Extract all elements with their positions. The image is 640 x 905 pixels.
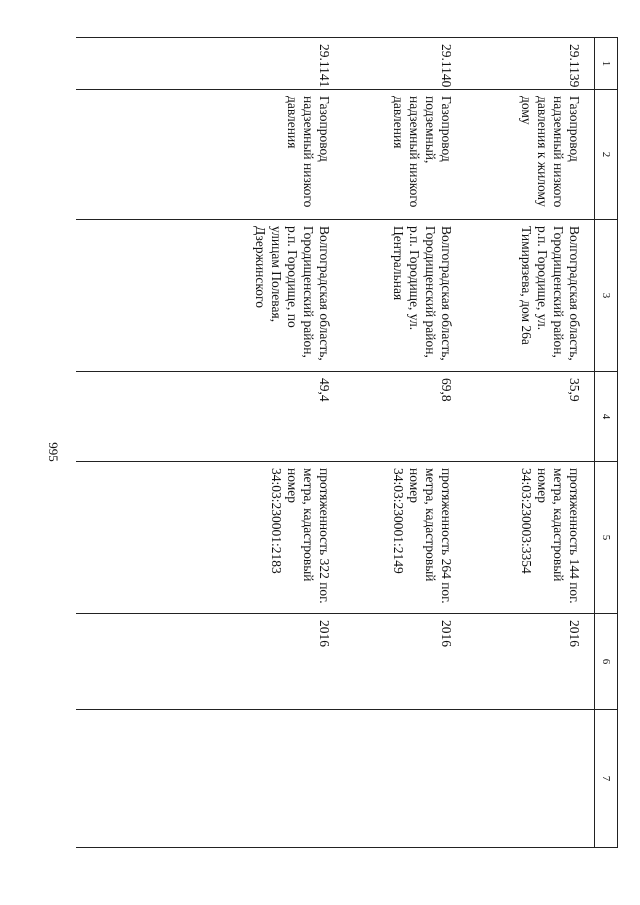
table-row: [344, 38, 466, 848]
object-address: Волгоградская область, Городищенский район, р.п. Городище, ул. Центральная: [344, 220, 466, 372]
object-year: 2016: [76, 614, 344, 710]
object-description: протяженность 144 пог. метра, кадастровый номер 34:03:230003:3354: [466, 462, 595, 614]
column-header-3: 3: [595, 220, 618, 372]
object-name: Газопровод надземный низкого давления к жилому дому: [466, 90, 595, 220]
column-7-cell: [76, 710, 344, 848]
object-name: Газопровод подземный, надземный низкого давления: [344, 90, 466, 220]
object-address: Волгоградская область, Городищенский район, р.п. Городище, по улицам Полевая, Дзержинского: [76, 220, 344, 372]
column-number-row: [595, 38, 618, 848]
column-header-6: 6: [595, 614, 618, 710]
column-header-1: 1: [595, 38, 618, 90]
row-number: 29.1139: [466, 38, 595, 90]
row-number: 29.1141: [76, 38, 344, 90]
page-number: 995: [46, 442, 61, 462]
property-register-table: [76, 37, 618, 848]
object-value: 69,8: [344, 372, 466, 462]
object-year: 2016: [466, 614, 595, 710]
row-number: 29.1140: [344, 38, 466, 90]
object-description: протяженность 264 пог. метра, кадастровый номер 34:03:230001:2149: [344, 462, 466, 614]
column-7-cell: [344, 710, 466, 848]
table-row: [466, 38, 595, 848]
column-7-cell: [466, 710, 595, 848]
object-address: Волгоградская область, Городищенский район, р.п. Городище, ул. Тимирязева, дом 26а: [466, 220, 595, 372]
object-value: 35,9: [466, 372, 595, 462]
object-year: 2016: [344, 614, 466, 710]
column-header-2: 2: [595, 90, 618, 220]
column-header-4: 4: [595, 372, 618, 462]
object-name: Газопровод надземный низкого давления: [76, 90, 344, 220]
column-header-7: 7: [595, 710, 618, 848]
column-header-5: 5: [595, 462, 618, 614]
document-sheet: [91, 37, 618, 847]
object-description: протяженность 322 пог. метра, кадастровый номер 34:03:230001:2183: [76, 462, 344, 614]
object-value: 49,4: [76, 372, 344, 462]
table-row: [76, 38, 344, 848]
